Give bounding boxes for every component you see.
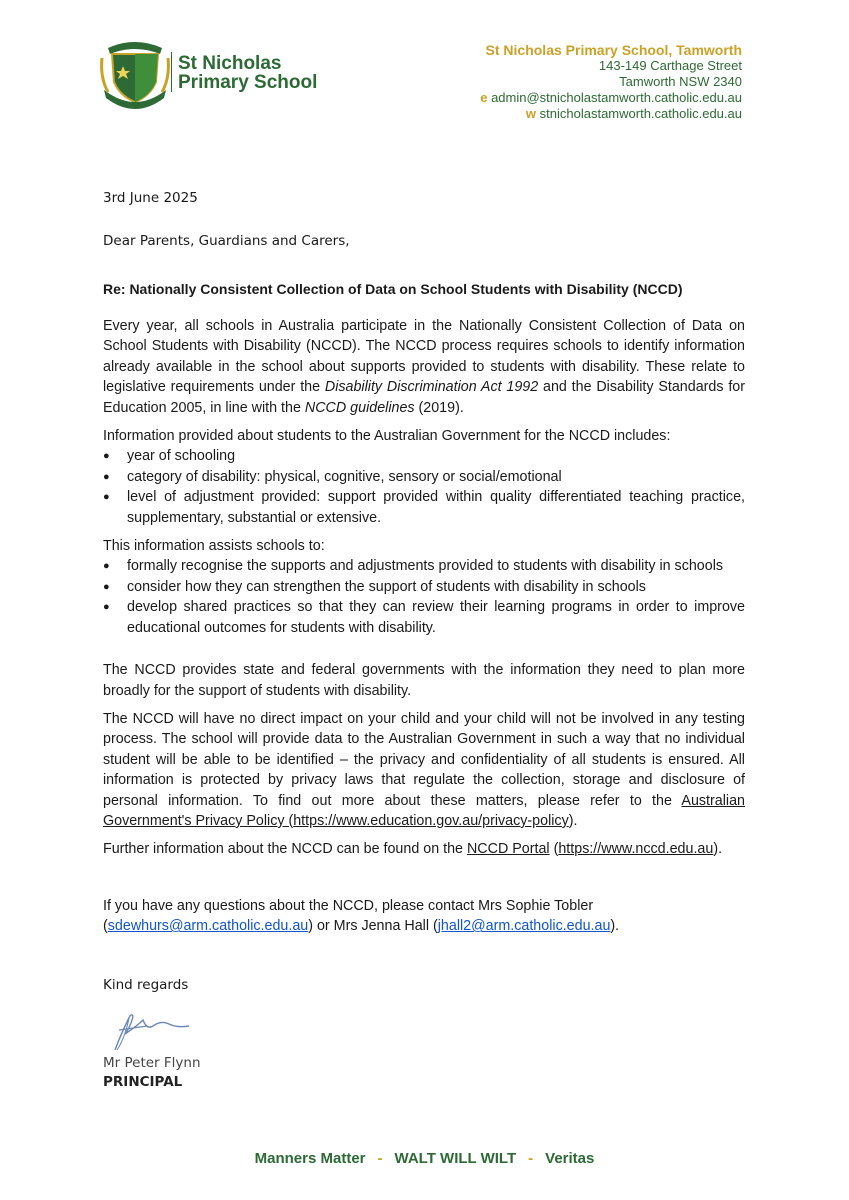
address-school: St Nicholas Primary School, Tamworth <box>485 42 742 58</box>
motto-separator: - <box>377 1150 383 1167</box>
address-web <box>480 106 742 122</box>
p1-text-b: and the Disability Standards for Education 2005, in line with the <box>103 379 746 416</box>
list-item: ● year of schooling <box>103 446 745 466</box>
motto-manners: Manners Matter <box>254 1150 366 1167</box>
school-name-line2: Primary School <box>178 72 318 93</box>
p6-end: ). <box>713 841 723 858</box>
nccd-portal-link[interactable]: NCCD Portal <box>466 841 550 858</box>
list-item: ● level of adjustment provided: support provided within quality differentiated teaching practice, supplementary, substantial or extensive. <box>103 487 745 528</box>
footer-mottos <box>0 1150 849 1167</box>
p1-text-c: (2019). <box>414 399 464 416</box>
web-text[interactable]: stnicholastamworth.catholic.edu.au <box>539 106 742 121</box>
school-name <box>178 54 317 92</box>
signer-title: PRINCIPAL <box>103 1074 183 1090</box>
address-city: Tamworth NSW 2340 <box>619 74 742 89</box>
list-assists <box>103 556 745 638</box>
address-email <box>480 90 742 106</box>
address-street: 143-149 Carthage Street <box>598 58 742 73</box>
nccd-portal-url[interactable]: https://www.nccd.edu.au <box>558 841 714 858</box>
p6-open: ( <box>549 841 559 858</box>
paragraph-5 <box>103 709 745 831</box>
motto-walt: WALT WILL WILT <box>394 1150 517 1167</box>
school-name-line1: St Nicholas <box>178 53 282 74</box>
list-item: ● develop shared practices so that they can review their learning programs in order to improve educational outcomes for students with disability. <box>103 597 745 638</box>
list-item: ● consider how they can strengthen the support of students with disability in schools <box>103 577 745 597</box>
paragraph-1 <box>103 316 745 418</box>
letter-date: 3rd June 2025 <box>103 190 198 206</box>
p1-text-a: Every year, all schools in Australia participate in the Nationally Consistent Collection of Data on School Students with Disability (NCCD). The NCCD process requires schools to identify information already available in the school about supports provided to students with disability. These relate to legislative requirements under the <box>103 318 745 396</box>
paragraph-4: The NCCD provides state and federal governments with the information they need to plan more broadly for the support of students with disability. <box>103 662 745 699</box>
privacy-policy-url[interactable]: https://www.education.gov.au/privacy-policy <box>293 812 569 829</box>
signer-name: Mr Peter Flynn <box>103 1055 201 1071</box>
paragraph-2: Information provided about students to the Australian Government for the NCCD includes: <box>103 428 671 445</box>
spacer <box>103 646 745 660</box>
address-block <box>480 42 742 122</box>
letter-greeting: Dear Parents, Guardians and Carers, <box>103 233 350 249</box>
privacy-policy-link[interactable]: Australian Government's Privacy Policy ( <box>103 792 745 829</box>
motto-separator: - <box>528 1150 534 1167</box>
p7-text: If you have any questions about the NCCD, please contact Mrs Sophie Tobler ( <box>103 897 594 935</box>
list-item: ● formally recognise the supports and adjustments provided to students with disability in schools <box>103 556 745 576</box>
p5-end: ). <box>568 812 578 829</box>
email-link-tobler[interactable]: sdewhurs@arm.catholic.edu.au <box>107 918 309 935</box>
signature-block <box>103 1054 201 1092</box>
spacer <box>103 868 745 896</box>
email-key: e <box>480 90 488 105</box>
school-crest-logo <box>100 38 170 110</box>
email-link-hall[interactable]: jhall2@arm.catholic.edu.au <box>437 918 611 935</box>
letter-body <box>103 316 745 945</box>
email-text[interactable]: admin@stnicholastamworth.catholic.edu.au <box>491 90 742 105</box>
motto-veritas: Veritas <box>545 1150 595 1167</box>
letter-subject: Re: Nationally Consistent Collection of Data on School Students with Disability (NCCD) <box>103 281 683 297</box>
paragraph-7 <box>103 896 745 937</box>
list-ncc-info <box>103 446 745 528</box>
web-key: w <box>525 106 537 121</box>
p6-text: Further information about the NCCD can be found on the <box>103 841 467 858</box>
p7-mid: ) or Mrs Jenna Hall ( <box>308 918 438 935</box>
paragraph-6 <box>103 839 745 859</box>
paragraph-3: This information assists schools to: <box>103 538 325 555</box>
p7-end: ). <box>610 918 620 935</box>
p1-guidelines: NCCD guidelines <box>304 399 415 416</box>
p1-act: Disability Discrimination Act 1992 <box>324 379 539 396</box>
logo-divider <box>171 52 172 92</box>
p5-text: The NCCD will have no direct impact on your child and your child will not be involved in any testing process. The school will provide data to the Australian Government in such a way that no individual student will be able to be identified – the privacy and confidentiality of all students is ensured. All information is protected by privacy laws that regulate the collection, storage and disclosure of personal information. To find out more about these matters, please refer to the <box>103 710 745 809</box>
list-item: ● category of disability: physical, cognitive, sensory or social/emotional <box>103 467 745 487</box>
signature-image <box>103 1004 199 1054</box>
letter-closing: Kind regards <box>103 977 189 993</box>
